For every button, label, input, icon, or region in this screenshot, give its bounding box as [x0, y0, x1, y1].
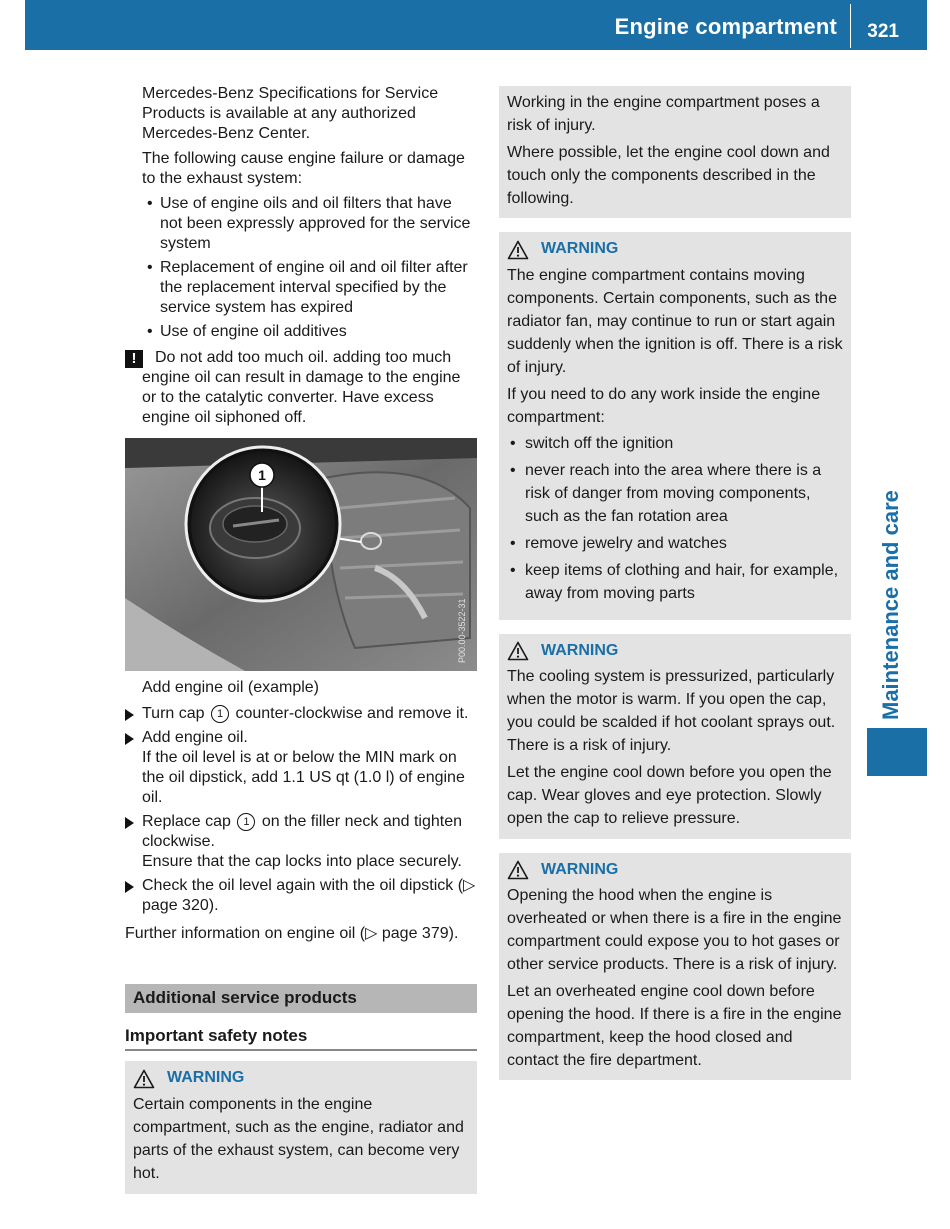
chapter-tab-label: Maintenance and care [878, 490, 903, 720]
chapter-tab-marker [867, 728, 927, 776]
arrow-right-icon [125, 817, 134, 829]
list-item: • Use of engine oil additives [142, 322, 477, 342]
step-text: Replace cap [142, 813, 231, 830]
section-heading: Additional service products [125, 984, 477, 1013]
step-item [125, 728, 477, 808]
page-title: Engine compartment [614, 14, 837, 39]
page-number: 321 [867, 21, 899, 42]
callout-1: 1 [258, 467, 266, 483]
cause-intro: The following cause engine failure or damage to the exhaust system: [142, 150, 465, 187]
callout-1-icon: 1 [237, 813, 255, 831]
engine-oil-cap-photo [125, 438, 477, 671]
warning-box [499, 634, 851, 839]
further-info-link[interactable]: Further information on engine oil (▷ page 379). [125, 925, 459, 942]
arrow-right-icon [125, 733, 134, 745]
info-text: Working in the engine compartment poses a risk of injury. [507, 94, 820, 134]
step-text: Turn cap [142, 705, 205, 722]
callout-1-icon: 1 [211, 705, 229, 723]
warning-text: If you need to do any work inside the engine compartment: [507, 385, 821, 426]
info-text: Where possible, let the engine cool down and touch only the components described in the following. [507, 143, 830, 207]
warning-text: Let the engine cool down before you open the cap. Wear gloves and eye protection. Slowly open the cap to relieve pressure. [507, 763, 832, 827]
warning-triangle-icon [507, 860, 529, 880]
step-item [125, 704, 477, 724]
warning-list [507, 433, 843, 605]
warning-title [507, 640, 843, 663]
warning-text: Let an overheated engine cool down before opening the hood. If there is a fire in the engine compartment, keep the hood closed and contact the fire department. [507, 982, 842, 1069]
warning-triangle-icon [507, 641, 529, 661]
arrow-right-icon [125, 881, 134, 893]
engine-photo-illustration [125, 438, 477, 671]
warning-text: The cooling system is pressurized, particularly when the motor is warm. If you open the cap, you could be scalded if hot coolant sprays out. There is a risk of injury. [507, 668, 836, 754]
list-item: • Use of engine oils and oil filters that have not been expressly approved for the service system [142, 194, 477, 254]
warning-triangle-icon [133, 1069, 155, 1089]
arrow-right-icon [125, 709, 134, 721]
warning-label: WARNING [541, 641, 619, 659]
cause-list [125, 194, 477, 342]
warning-text: Certain components in the engine compartment, such as the engine, radiator and parts of the exhaust system, can become very hot. [133, 1096, 464, 1182]
step-detail: Ensure that the cap locks into place securely. [142, 853, 462, 870]
step-item [125, 812, 477, 872]
warning-text: The engine compartment contains moving components. Certain components, such as the radiator fan, may continue to run or start again suddenly when the ignition is off. There is a risk of injury. [507, 267, 843, 376]
step-text: counter-clockwise and remove it. [235, 705, 469, 722]
warning-label: WARNING [541, 240, 619, 258]
photo-caption: Add engine oil (example) [142, 679, 319, 696]
exclamation-icon: ! [125, 350, 143, 368]
step-text: Check the oil level again with the oil dipstick (▷ page 320). [142, 877, 476, 914]
step-detail: If the oil level is at or below the MIN mark on the oil dipstick, add 1.1 US qt (1.0 l) of engine oil. [142, 749, 465, 806]
warning-box [125, 1061, 477, 1193]
list-item: • keep items of clothing and hair, for example, away from moving parts [507, 560, 843, 606]
list-item: • Replacement of engine oil and oil filter after the replacement interval specified by the service system has expired [142, 258, 477, 318]
warning-label: WARNING [167, 1069, 245, 1087]
list-item: • remove jewelry and watches [507, 533, 843, 556]
subsection-heading: Important safety notes [125, 1025, 477, 1051]
left-column [125, 84, 477, 1194]
damage-note [125, 348, 477, 428]
list-item: • switch off the ignition [507, 433, 843, 456]
header-divider [850, 4, 852, 48]
warning-label: WARNING [541, 860, 619, 878]
step-item [125, 876, 477, 916]
warning-triangle-icon [507, 240, 529, 260]
warning-box [499, 232, 851, 619]
photo-code: P00.00-3522-31 [457, 598, 467, 663]
warning-title [133, 1067, 469, 1090]
info-box [499, 86, 851, 218]
list-item: • never reach into the area where there is a risk of danger from moving components, such as the fan rotation area [507, 460, 843, 529]
warning-title [507, 238, 843, 261]
intro-paragraph: Mercedes-Benz Specifications for Service Products is available at any authorized Mercedes-Benz Center. [142, 85, 439, 142]
procedure-steps [125, 704, 477, 916]
step-text: Add engine oil. [142, 729, 248, 746]
warning-text: Opening the hood when the engine is overheated or when there is a fire in the engine compartment could expose you to hot gases or other service products. There is a risk of injury. [507, 887, 842, 973]
warning-box [499, 853, 851, 1081]
note-text: Do not add too much oil. adding too much engine oil can result in damage to the engine or to the catalytic converter. Have excess engine oil siphoned off. [142, 349, 461, 426]
step-text: on the filler neck and tighten clockwise. [142, 813, 462, 850]
page-header [25, 0, 927, 50]
warning-title [507, 859, 843, 882]
right-column [499, 86, 851, 1080]
